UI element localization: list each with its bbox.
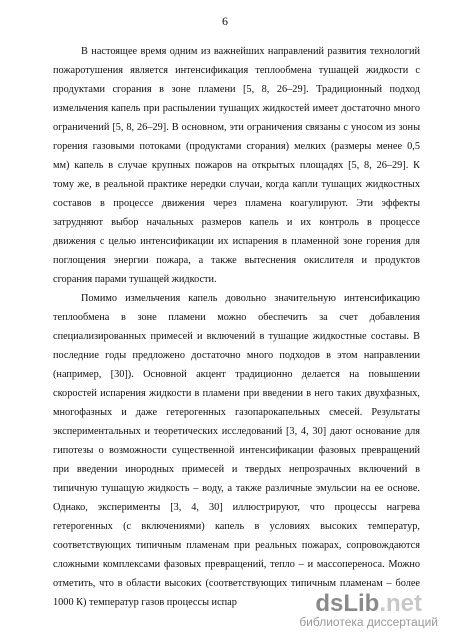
watermark-brand-main: dsLib bbox=[315, 590, 380, 617]
text-line: тому же, в реальной практике нередки случаи, когда капли тушащих жидкостных bbox=[53, 179, 420, 190]
text-line: ограничений [5, 8, 26–29]. В основном, эти ограничения связаны с уносом из зоны bbox=[53, 122, 420, 133]
text-line: специализированных примесей и включений в тушащие жидкостные составы. В bbox=[53, 331, 420, 342]
text-line: В настоящее время одним из важнейших направлений развития технологий bbox=[81, 46, 420, 57]
text-line: типичную тушащую жидкость – воду, а также различные эмульсии на ее основе. bbox=[53, 483, 420, 494]
text-line: сложными комплексами фазовых превращений, тепло – и массопереноса. Можно bbox=[53, 559, 420, 570]
text-line: Помимо измельчения капель довольно значительную интенсификацию bbox=[81, 293, 420, 304]
text-line: соответствующих типичным пламенам при реальных пожарах, сопровождаются bbox=[53, 540, 420, 551]
text-line: затрудняют выбор начальных размеров капель и их контроль в процессе bbox=[53, 217, 420, 228]
text-line: мм) капель в случае крупных пожаров на открытых площадях [5, 8, 26–29]. К bbox=[53, 160, 420, 171]
text-line: теплообмена в зоне пламени можно обеспечить за счет добавления bbox=[53, 312, 420, 323]
text-line: продуктами сгорания в зоне пламени [5, 8, 26–29]. Традиционный подход bbox=[53, 84, 420, 95]
document-body bbox=[53, 42, 420, 612]
page-number: 6 bbox=[222, 14, 228, 28]
text-line: пожаротушения является интенсификация теплообмена тушащей жидкости с bbox=[53, 65, 420, 76]
text-line: скоростей испарения жидкости в пламени при введении в него таких двухфазных, bbox=[53, 388, 420, 399]
text-line: при введении инородных примесей и твердых непрозрачных включений в bbox=[53, 464, 420, 475]
text-line: 1000 К) температур газов процессы испар bbox=[53, 597, 237, 608]
text-line: гипотезы о возможности существенной интенсификации фазовых превращений bbox=[53, 445, 420, 456]
text-line: гетерогенных (с включениями) капель в условиях высоких температур, bbox=[53, 521, 420, 532]
watermark-brand bbox=[299, 590, 438, 618]
watermark-brand-tld: .net bbox=[379, 590, 422, 617]
text-line: составов в процессе движения через пламена коагулируют. Эти эффекты bbox=[53, 198, 420, 209]
text-line: последние годы предложено достаточно много подходов в этом направлении bbox=[53, 350, 420, 361]
text-line: измельчения капель при распылении тушащих жидкостей имеет достаточно много bbox=[53, 103, 420, 114]
text-line: горения газовыми потоками (продуктами сгорания) мелких (размеры менее 0,5 bbox=[53, 141, 420, 152]
text-line: движения с целью интенсификации их испарения в пламенной зоне горения для bbox=[53, 236, 420, 247]
text-line: экспериментальных и теоретических исследований [3, 4, 30] дают основание для bbox=[53, 426, 420, 437]
text-line: отметить, что в области высоких (соответствующих типичным пламенам – более bbox=[53, 578, 420, 589]
paragraph-1 bbox=[53, 42, 420, 289]
watermark-subtitle: библиотека диссертаций bbox=[299, 615, 438, 629]
text-line: многофазных и даже гетерогенных газопарокапельных смесей. Результаты bbox=[53, 407, 420, 418]
text-line: поглощения энергии пожара, а также вытеснения окислителя и продуктов bbox=[53, 255, 420, 266]
paragraph-2 bbox=[53, 289, 420, 612]
text-line: сгорания парами тушащей жидкости. bbox=[53, 274, 217, 285]
text-line: (например, [30]). Основной акцент традиционно делается на повышении bbox=[53, 369, 420, 380]
watermark-logo bbox=[299, 590, 438, 629]
text-line: Однако, эксперименты [3, 4, 30] иллюстрируют, что процессы нагрева bbox=[53, 502, 420, 513]
